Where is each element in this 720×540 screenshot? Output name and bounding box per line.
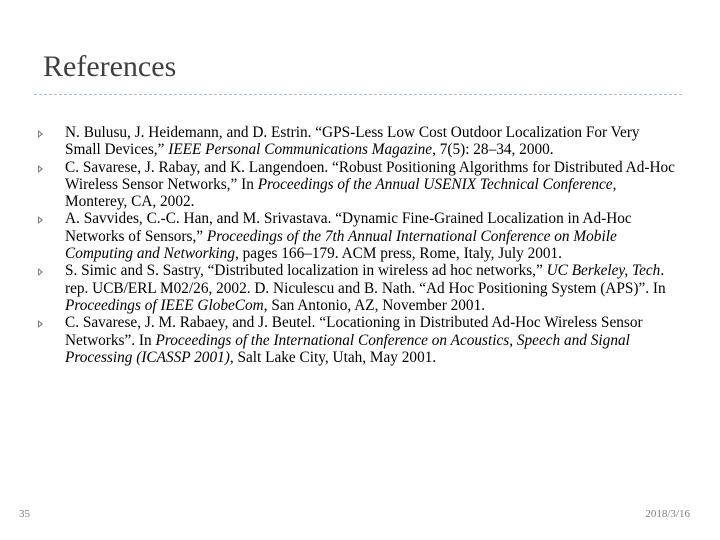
reference-item	[38, 124, 678, 159]
reference-text: S. Simic and S. Sastry, “Distributed localization in wireless ad hoc networks,”	[65, 262, 547, 280]
reference-item	[38, 159, 678, 211]
reference-text: C. Savarese, J. M. Rabaey, and J. Beutel. “Locationing in Distributed Ad-Hoc Wireless Sensor Networks”. In	[65, 314, 643, 349]
reference-details: , pages 166–179. ACM press, Rome, Italy, July 2001.	[234, 245, 562, 263]
reference-list	[38, 124, 678, 366]
reference-text: N. Bulusu, J. Heidemann, and D. Estrin. “GPS-Less Low Cost Outdoor Localization For Very Small Devices,”	[65, 124, 640, 159]
slide-date: 2018/3/16	[645, 508, 690, 520]
triangle-bullet-icon	[38, 268, 43, 276]
reference-item	[38, 262, 678, 314]
title-divider	[34, 94, 682, 95]
triangle-bullet-icon	[38, 320, 43, 328]
slide-number: 35	[19, 508, 30, 520]
triangle-bullet-icon	[38, 130, 43, 138]
reference-source: Proceedings of the International Conference on Acoustics, Speech and Signal Processing (ICASSP 2001)	[65, 331, 630, 366]
reference-source: IEEE Personal Communications Magazine	[168, 141, 433, 159]
reference-source: Proceedings of the 7th Annual International Conference on Mobile Computing and Networking	[65, 227, 617, 263]
reference-source: Proceedings of the Annual USENIX Technical Conference	[257, 175, 613, 193]
slide-title: References	[43, 50, 177, 83]
reference-text: C. Savarese, J. Rabay, and K. Langendoen. “Robust Positioning Algorithms for Distributed Ad-Hoc Wireless Sensor Networks,” In	[65, 158, 675, 193]
triangle-bullet-icon	[38, 165, 43, 173]
reference-details: , 7(5): 28–34, 2000.	[432, 141, 554, 159]
reference-item	[38, 210, 678, 262]
reference-source: UC Berkeley, Tech	[546, 262, 661, 280]
triangle-bullet-icon	[38, 216, 43, 224]
reference-details-2: , San Antonio, AZ, November 2001.	[263, 296, 486, 314]
reference-item	[38, 314, 678, 366]
reference-details: , Salt Lake City, Utah, May 2001.	[229, 348, 437, 366]
reference-details: , Monterey, CA, 2002.	[65, 175, 617, 211]
reference-source-2: Proceedings of IEEE GlobeCom	[65, 296, 264, 314]
reference-details: . rep. UCB/ERL M02/26, 2002. D. Niculescu and B. Nath. “Ad Hoc Positioning System (APS)”. In	[65, 262, 666, 297]
reference-text: A. Savvides, C.-C. Han, and M. Srivastava. “Dynamic Fine-Grained Localization in Ad-Hoc Networks of Sensors,”	[65, 210, 632, 245]
